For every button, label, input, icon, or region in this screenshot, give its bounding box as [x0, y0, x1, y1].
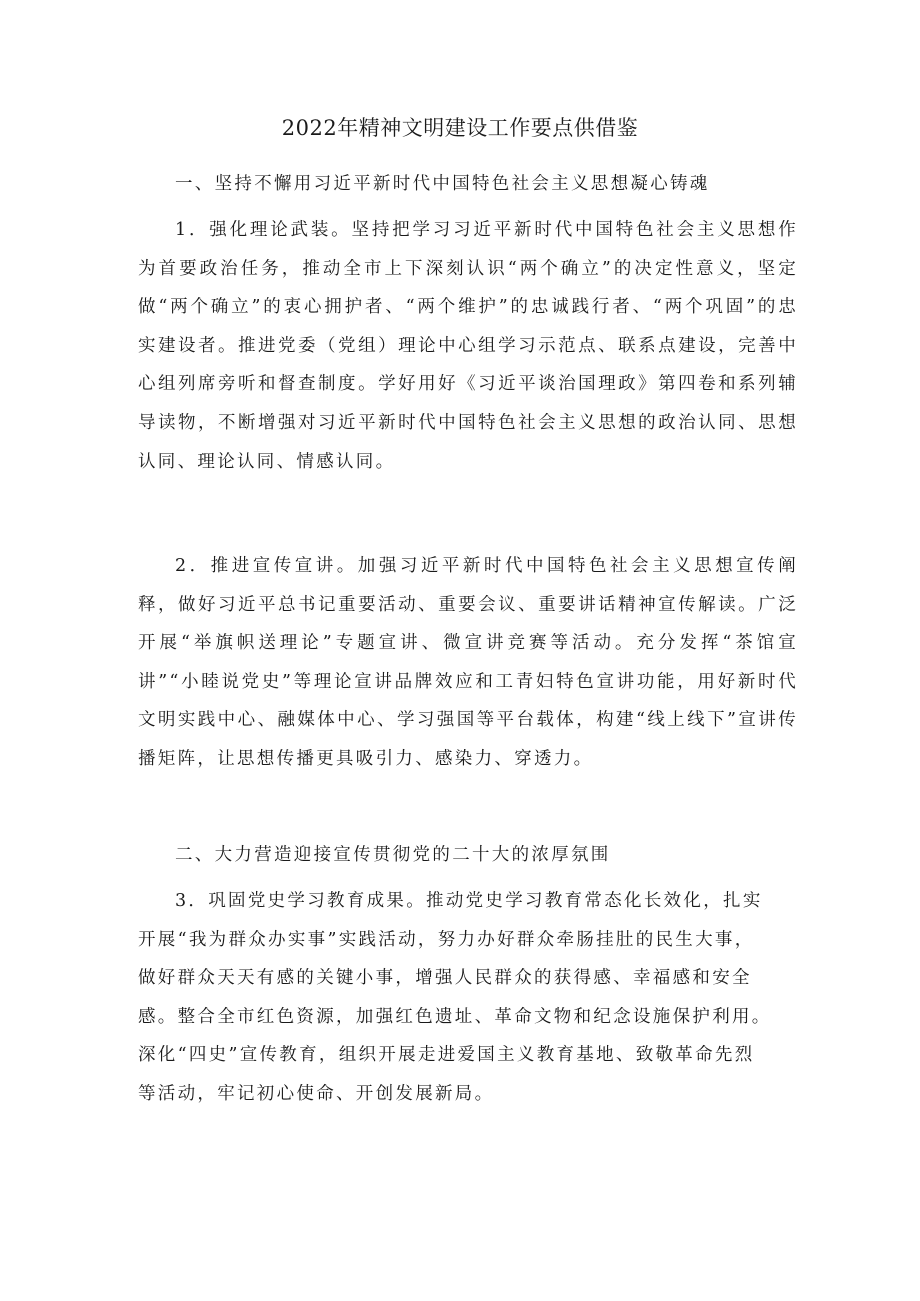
- paragraph-line: 等活动，牢记初心使命、开创发展新局。: [138, 1083, 495, 1104]
- paragraph-line: 做好群众天天有感的关键小事，增强人民群众的获得感、幸福感和安全: [138, 968, 752, 989]
- section-1-heading-block: [138, 165, 798, 204]
- paragraph-line: 3．巩固党史学习教育成果。推动党史学习教育常态化长效化，扎实: [175, 891, 763, 911]
- paragraph-line: 感。整合全市红色资源，加强红色遗址、革命文物和纪念设施保护利用。: [138, 1006, 772, 1027]
- paragraph-line: 深化“四史”宣传教育，组织开展走进爱国主义教育基地、致敬革命先烈: [138, 1045, 755, 1066]
- paragraph-item-1-block: [138, 211, 798, 481]
- paragraph-line: 开展“我为群众办实事”实践活动，努力办好群众牵肠挂肚的民生大事，: [138, 929, 755, 950]
- paragraph-item-2-block: [138, 547, 798, 779]
- section-heading: 一、坚持不懈用习近平新时代中国特色社会主义思想凝心铸魂: [175, 174, 710, 194]
- paragraph-item-3: [138, 882, 798, 1114]
- section-2-heading-block: [138, 836, 798, 875]
- paragraph-item-2: 2．推进宣传宣讲。加强习近平新时代中国特色社会主义思想宣传阐释，做好习近平总书记重要活动、重要会议、重要讲话精神宣传解读。广泛开展“举旗帜送理论”专题宣讲、微宣讲竞赛等活动。充分发挥“茶馆宣讲”“小睦说党史”等理论宣讲品牌效应和工青妇特色宣讲功能，用好新时代文明实践中心、融媒体中心、学习强国等平台载体，构建“线上线下”宣讲传播矩阵，让思想传播更具吸引力、感染力、穿透力。: [138, 556, 798, 769]
- paragraph-item-1: 1．强化理论武装。坚持把学习习近平新时代中国特色社会主义思想作为首要政治任务，推动全市上下深刻认识“两个确立”的决定性意义，坚定做“两个确立”的衷心拥护者、“两个维护”的忠诚践行者、“两个巩固”的忠实建设者。推进党委（党组）理论中心组学习示范点、联系点建设，完善中心组列席旁听和督查制度。学好用好《习近平谈治国理政》第四卷和系列辅导读物，不断增强对习近平新时代中国特色社会主义思想的政治认同、思想认同、理论认同、情感认同。: [138, 220, 798, 472]
- section-heading: 二、大力营造迎接宣传贯彻党的二十大的浓厚氛围: [175, 845, 611, 865]
- document-title: 2022年精神文明建设工作要点供借鉴: [281, 116, 639, 140]
